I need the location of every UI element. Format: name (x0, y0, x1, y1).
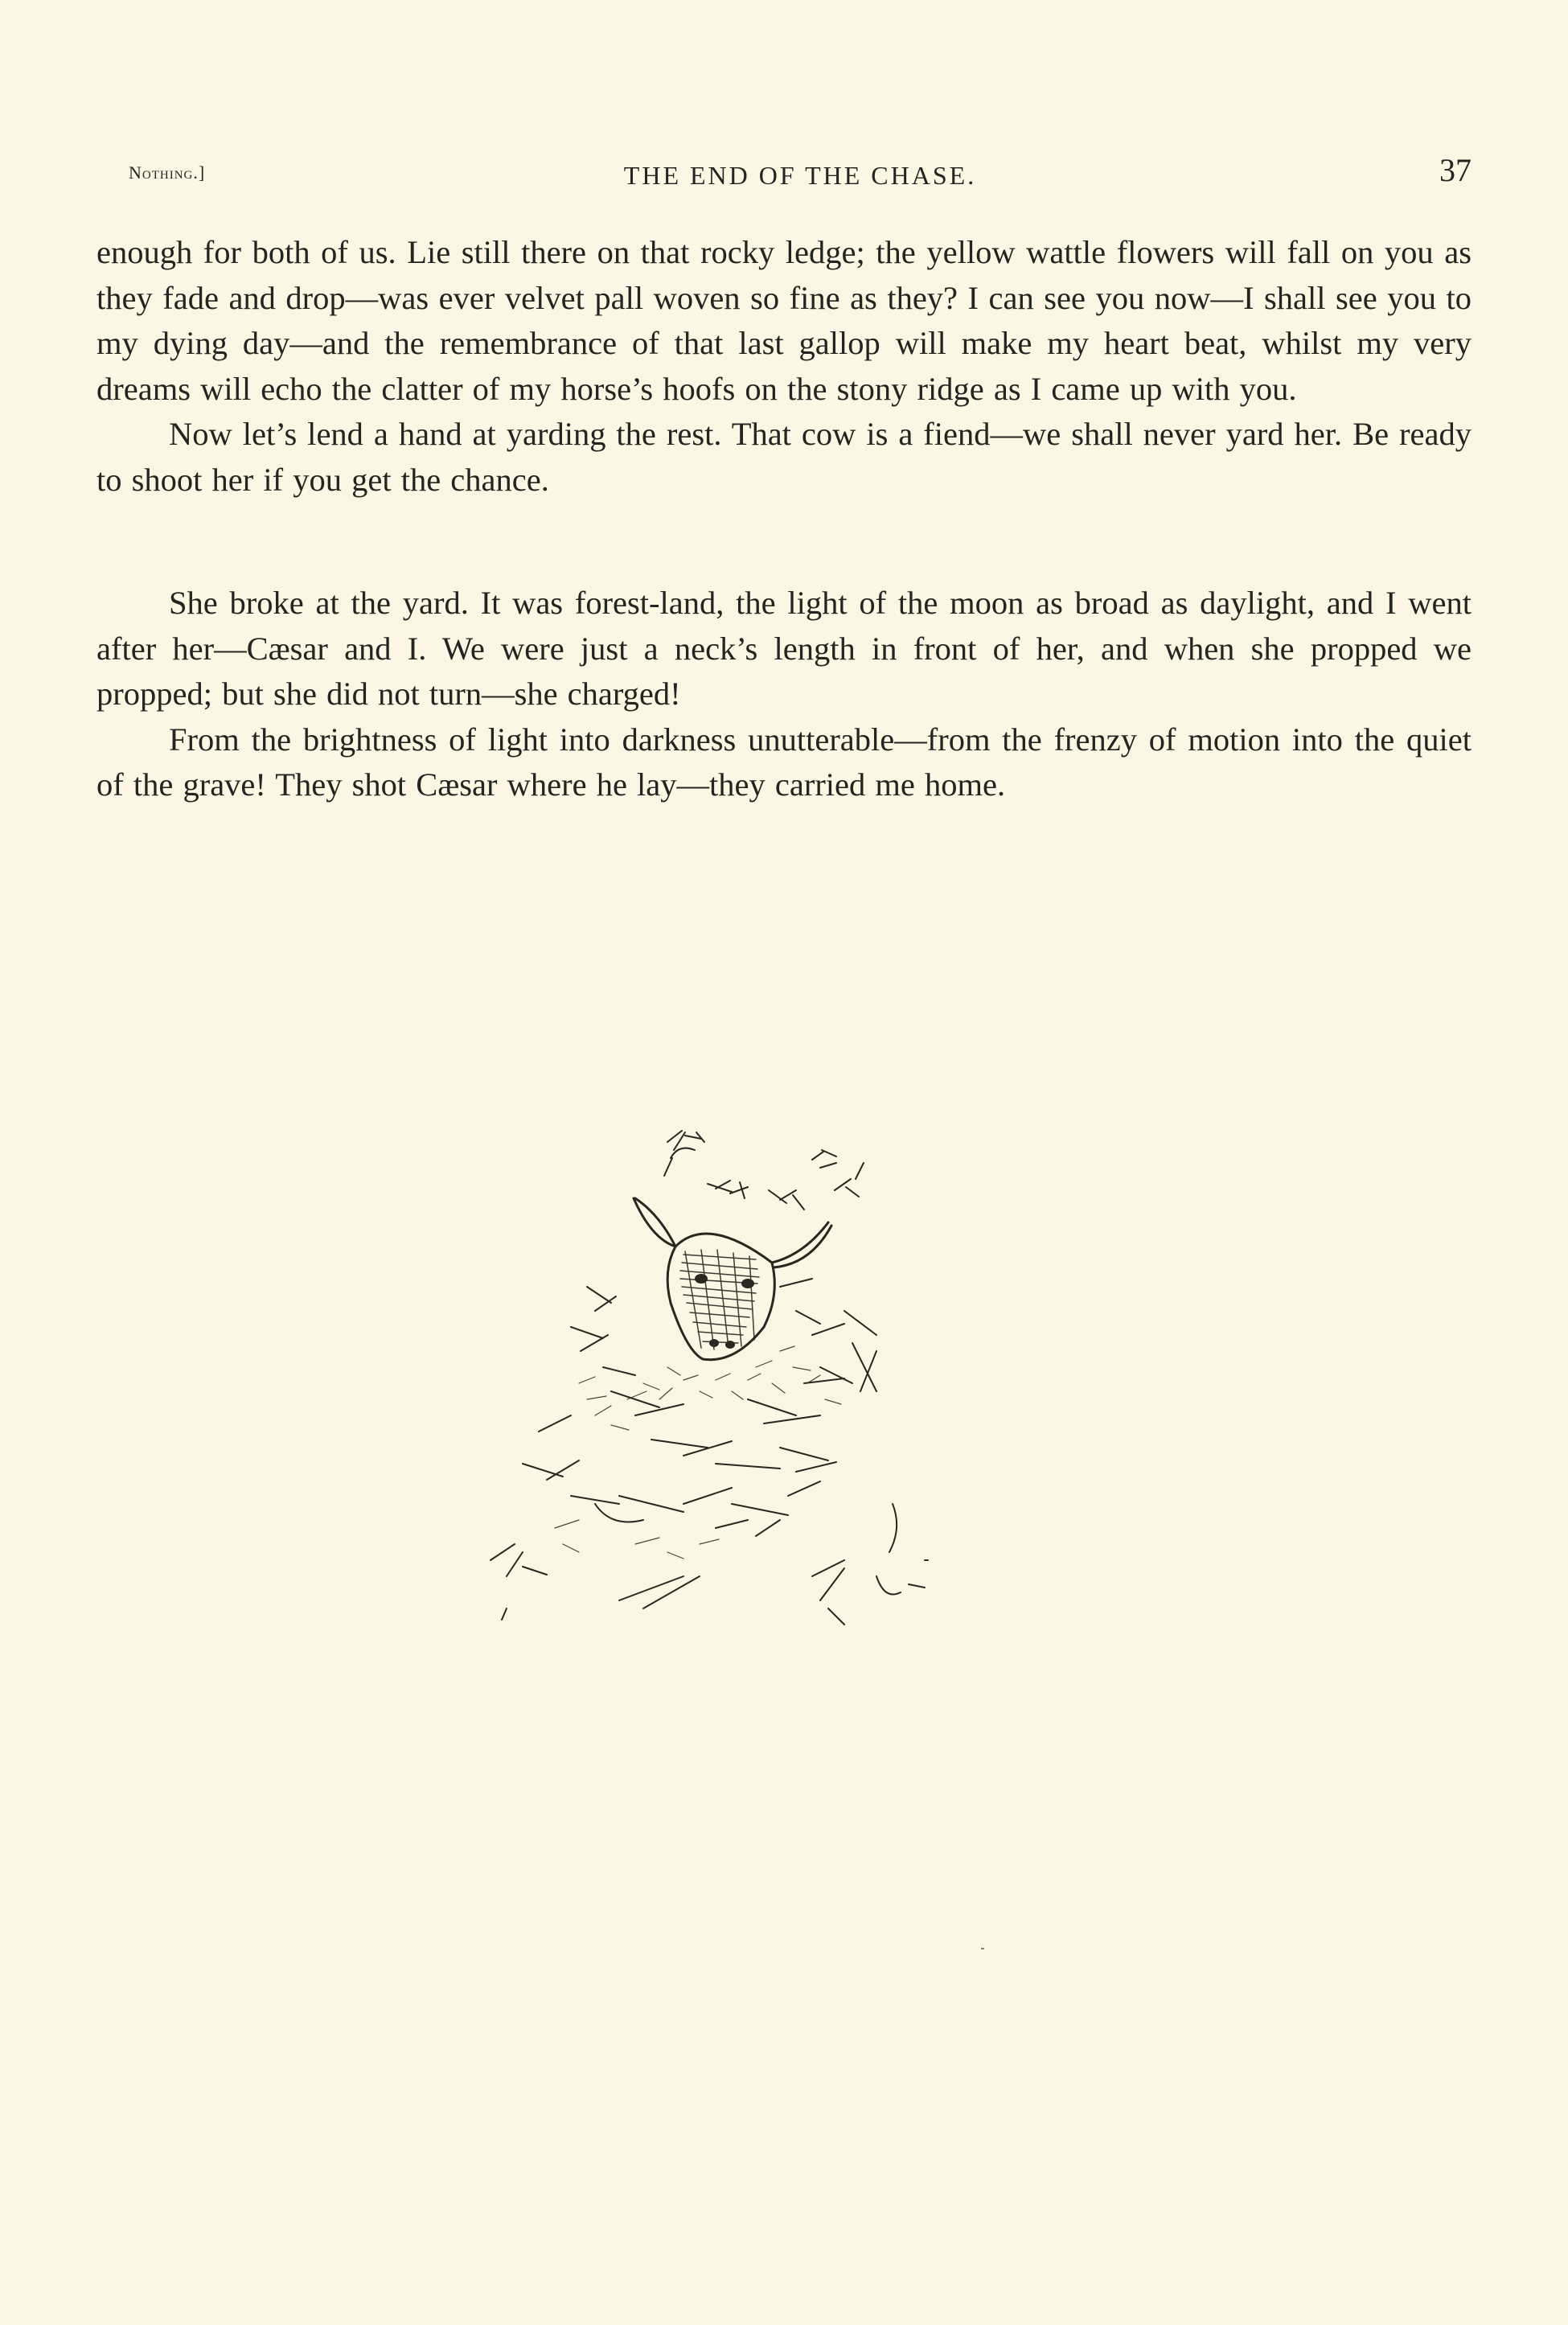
running-head (129, 151, 1472, 199)
text-block-2 (96, 581, 1472, 808)
paper-speck (981, 1948, 984, 1949)
running-head-title: THE END OF THE CHASE. (623, 161, 977, 190)
paragraph: enough for both of us. Lie still there on that rocky ledge; the yellow wattle flowers will fall on you as they fade and drop—was ever velvet pall woven so fine as they? I can see you now—I shall see you to my dying day—and the remembrance of that last gallop will make my heart beat, whilst my very dreams will echo the clatter of my horse’s hoofs on the stony ridge as I came up with you. (96, 234, 1472, 407)
paragraph: She broke at the yard. It was forest-land, the light of the moon as broad as daylight, and I went after her—Cæsar and I. We were just a neck’s length in front of her, and when she propped we propped; but she did not turn—she charged! (96, 585, 1472, 712)
cow-in-scrub-illustration (474, 1126, 1053, 1641)
paragraph: From the brightness of light into darkness unutterable—from the frenzy of motion into the quiet of the grave! They shot Cæsar where he lay—they carried me home. (96, 721, 1472, 803)
page-number: 37 (1439, 152, 1472, 188)
text-block-1 (96, 230, 1472, 503)
running-head-section: Nothing.] (129, 162, 206, 183)
paragraph: Now let’s lend a hand at yarding the rest. That cow is a fiend—we shall never yard her. Be ready to shoot her if you get the chance. (96, 416, 1472, 498)
